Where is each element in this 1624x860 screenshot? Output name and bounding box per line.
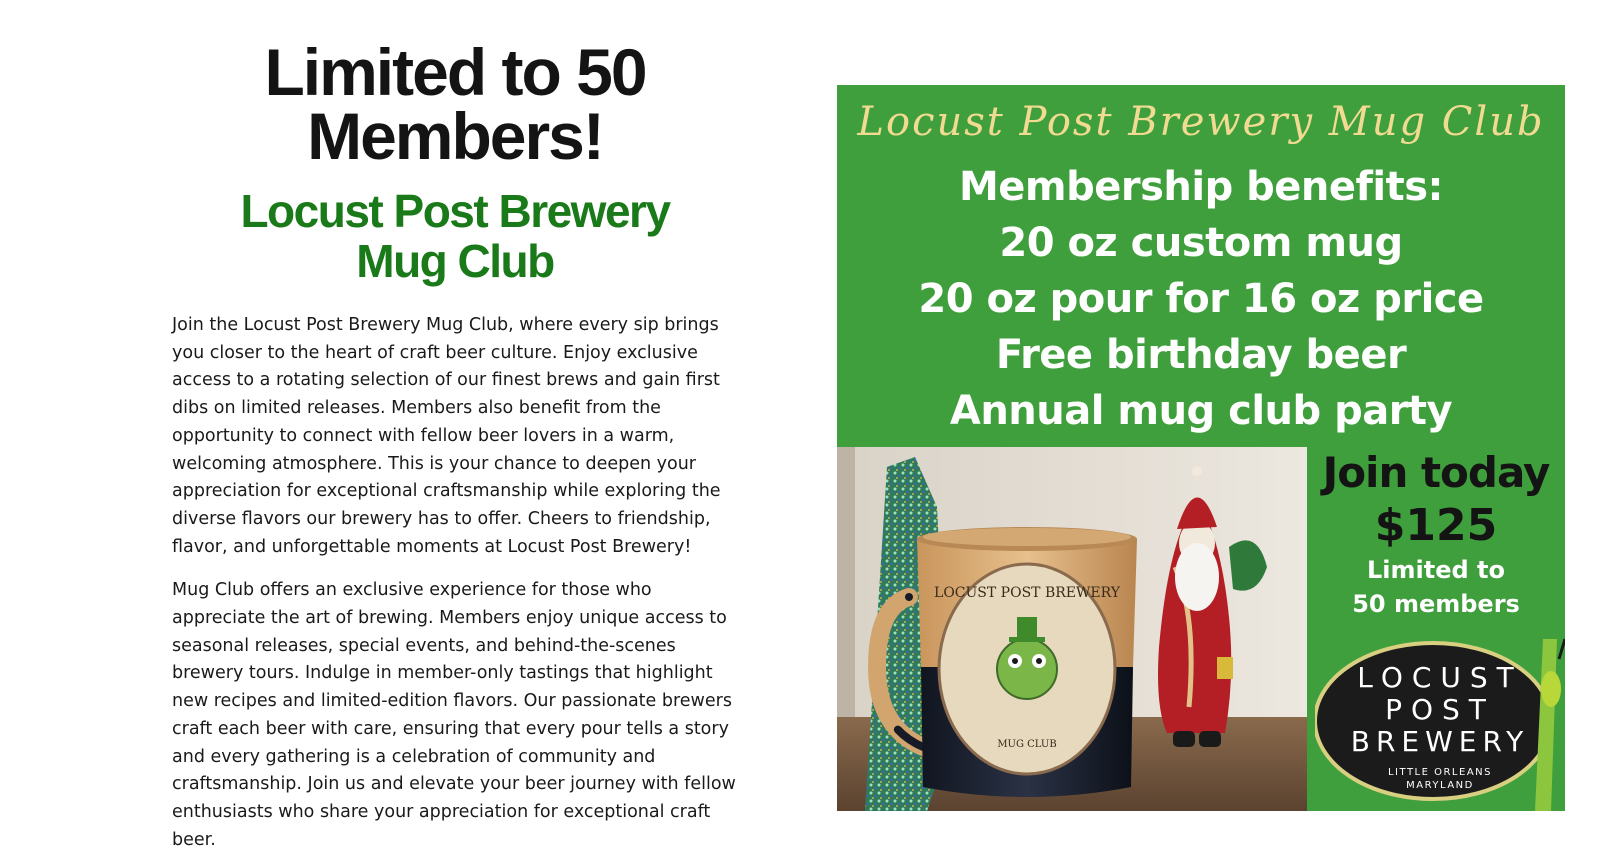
membership-price: $125 <box>1374 500 1498 551</box>
limited-line-1: Limited to <box>1367 556 1505 584</box>
intro-paragraph: Join the Locust Post Brewery Mug Club, where every sip brings you closer to the heart of craft beer culture. Enjoy exclusive access to a rotating selection of our finest brews and gain first dibs on limited releases. Members also benefit from the opportunity to connect with fellow beer lovers in a warm, welcoming atmosphere. This is your chance to deepen your appreciation for exceptional craftsmanship while exploring the diverse flavors our brewery has to offer. Cheers to friendship, flavor, and unforgettable moments at Locust Post Brewery! <box>172 315 721 557</box>
page-heading <box>150 35 760 173</box>
subheading-line-1: Locust Post Brewery <box>240 185 670 237</box>
heading-line-1: Limited to 50 <box>264 35 646 109</box>
join-today-block <box>1307 447 1565 553</box>
benefit-item: Free birthday beer <box>995 332 1407 378</box>
benefits-list <box>837 159 1565 439</box>
page-subheading <box>150 186 760 286</box>
logo-text-brewery: BREWERY <box>1350 725 1530 758</box>
logo-text-location: LITTLE ORLEANS <box>1387 767 1492 778</box>
mug-photo-illustration <box>837 447 1307 811</box>
benefit-item: Annual mug club party <box>949 388 1453 434</box>
details-paragraph: Mug Club offers an exclusive experience for those who appreciate the art of brewing. Members enjoy unique access to seasonal releases, special events, and behind-the-scenes brewery tours. Indulge in member-only tastings that highlight new recipes and limited-edition flavors. Our passionate brewers craft each beer with care, ensuring that every pour tells a story and every gathering is a celebration of community and craftsmanship. Join us and elevate your beer journey with fellow enthusiasts who share your appreciation for exceptional craft beer. <box>172 580 736 850</box>
brewery-logo <box>1315 629 1565 811</box>
logo-text-post: POST <box>1385 693 1495 726</box>
mug-club-promo-image <box>837 85 1565 811</box>
join-today-text: Join today <box>1322 448 1550 497</box>
mug-stamp-top-text: LOCUST POST BREWERY <box>934 585 1120 601</box>
mug-photo <box>837 447 1307 811</box>
logo-text-state: MARYLAND <box>1406 780 1474 791</box>
benefit-item: 20 oz pour for 16 oz price <box>918 276 1484 322</box>
heading-line-2: Members! <box>307 99 603 173</box>
body-text <box>172 312 747 854</box>
limited-members-text <box>1307 553 1565 621</box>
benefit-item: 20 oz custom mug <box>999 220 1403 266</box>
mug-stamp-bottom-text: MUG CLUB <box>997 739 1057 750</box>
logo-text-locust: LOCUST <box>1357 661 1523 694</box>
subheading-line-2: Mug Club <box>356 235 554 287</box>
intro-section <box>150 35 760 854</box>
promo-title: Locust Post Brewery Mug Club <box>857 99 1545 145</box>
benefits-heading: Membership benefits: <box>958 164 1444 210</box>
limited-line-2: 50 members <box>1352 590 1520 618</box>
